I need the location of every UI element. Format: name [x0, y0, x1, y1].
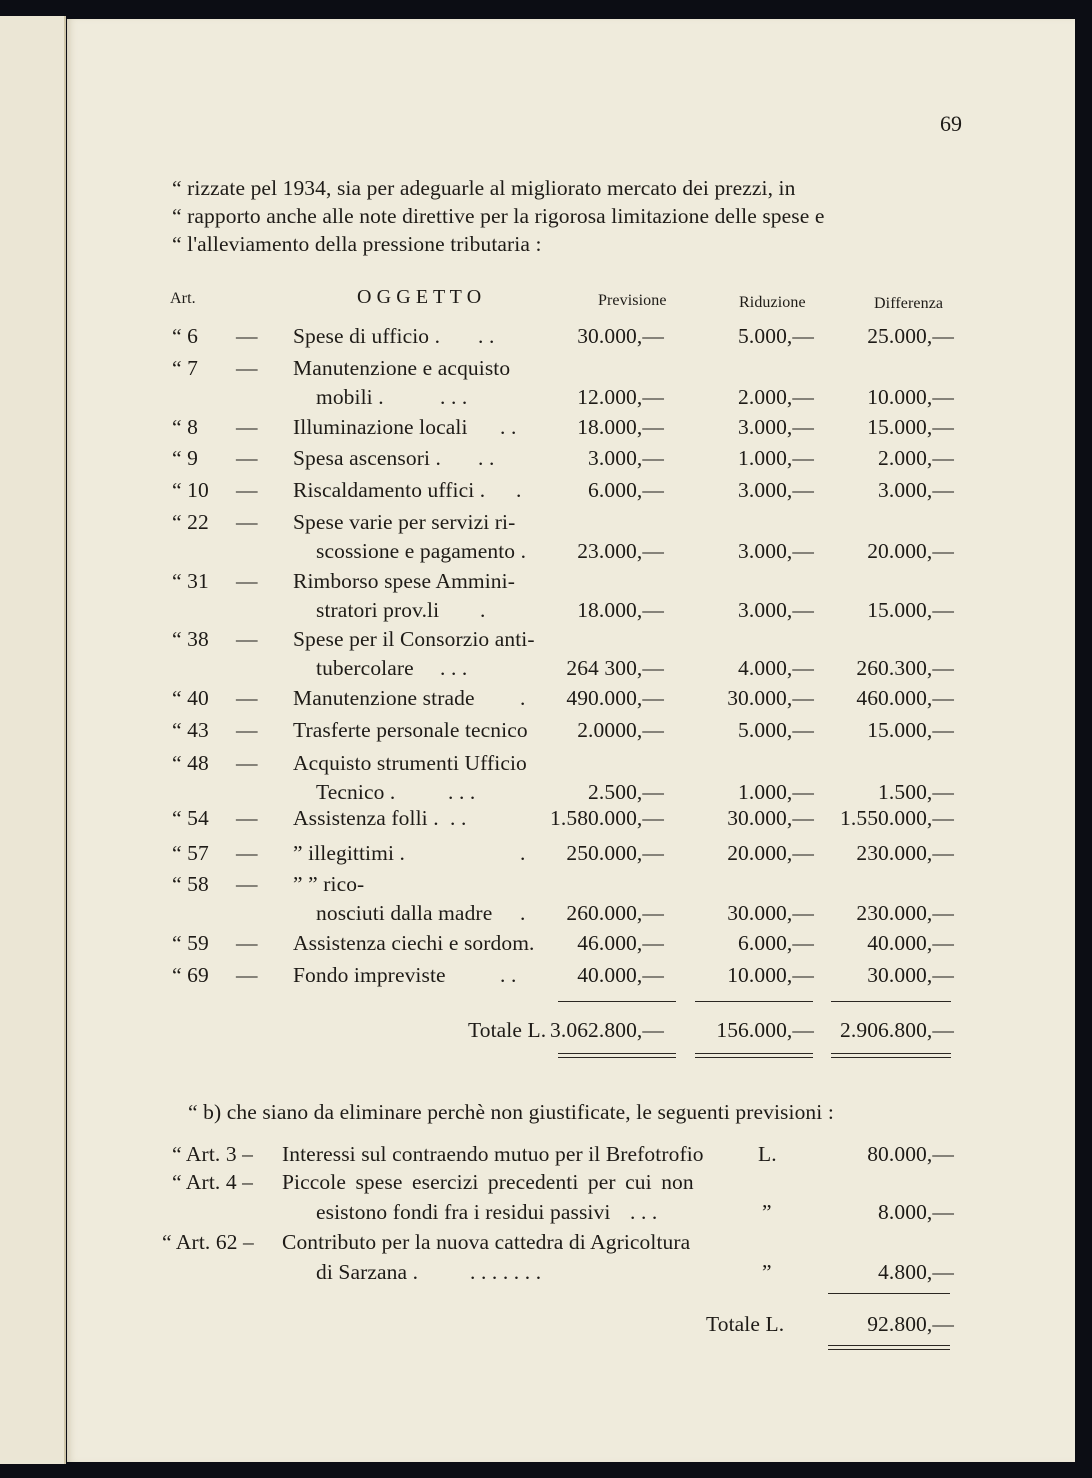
- row-dash: —: [236, 356, 258, 380]
- intro-line-1: “ rizzate pel 1934, sia per adeguarle al migliorato mercato dei prezzi, in: [172, 176, 796, 200]
- row-description: Spesa ascensori .: [293, 446, 441, 470]
- row-leader-dots: .: [520, 901, 526, 925]
- item-art-4-dots: . . .: [630, 1200, 658, 1224]
- row-description-cont: scossione e pagamento .: [316, 539, 527, 563]
- row-riduzione: 30.000,—: [727, 686, 814, 710]
- row-description: Manutenzione strade: [293, 686, 475, 710]
- row-differenza: 15.000,—: [867, 598, 954, 622]
- item-art-4: “ Art. 4 –: [172, 1170, 254, 1194]
- intro-line-2: “ rapporto anche alle note direttive per la rigorosa limitazione delle spese e: [172, 204, 825, 228]
- row-art: “ 57: [172, 841, 209, 865]
- row-leader-dots: . .: [450, 806, 467, 830]
- row-description: Acquisto strumenti Ufficio: [293, 751, 527, 775]
- row-riduzione: 1.000,—: [738, 780, 814, 804]
- subtotal-rule-riduzione: [695, 1001, 813, 1002]
- item-art-4-desc-1: Piccole spese esercizi precedenti per cui non: [282, 1170, 694, 1194]
- header-previsione: Previsione: [598, 292, 667, 309]
- row-description: Rimborso spese Ammini-: [293, 569, 515, 593]
- header-oggetto: O G G E T T O: [357, 286, 482, 308]
- row-previsione: 30.000,—: [577, 324, 664, 348]
- row-previsione: 6.000,—: [588, 478, 664, 502]
- subtotal-rule-differenza: [831, 1001, 951, 1002]
- row-description: ” illegittimi .: [293, 841, 405, 865]
- row-leader-dots: . . .: [448, 780, 476, 804]
- row-leader-dots: . .: [500, 415, 517, 439]
- row-previsione: 46.000,—: [577, 931, 664, 955]
- item-art-62-amount: 4.800,—: [878, 1260, 954, 1284]
- row-differenza: 230.000,—: [856, 841, 954, 865]
- row-description: Riscaldamento uffici .: [293, 478, 486, 502]
- row-riduzione: 5.000,—: [738, 324, 814, 348]
- row-dash: —: [236, 415, 258, 439]
- row-leader-dots: .: [520, 841, 526, 865]
- row-art: “ 6: [172, 324, 198, 348]
- row-art: “ 58: [172, 872, 209, 896]
- row-art: “ 43: [172, 718, 209, 742]
- total-riduzione: 156.000,—: [716, 1018, 814, 1042]
- row-differenza: 460.000,—: [856, 686, 954, 710]
- row-dash: —: [236, 963, 258, 987]
- row-description-cont: mobili .: [316, 385, 384, 409]
- facing-page-edge: [0, 16, 66, 1464]
- row-art: “ 48: [172, 751, 209, 775]
- item-art-3: “ Art. 3 –: [172, 1142, 254, 1166]
- total-rule-differenza: [831, 1053, 951, 1058]
- row-leader-dots: . .: [500, 963, 517, 987]
- total-rule-previsione: [558, 1053, 676, 1058]
- item-art-4-amount: 8.000,—: [878, 1200, 954, 1224]
- row-leader-dots: . .: [478, 446, 495, 470]
- row-riduzione: 5.000,—: [738, 718, 814, 742]
- row-description-cont: stratori prov.li: [316, 598, 440, 622]
- row-riduzione: 3.000,—: [738, 415, 814, 439]
- row-dash: —: [236, 510, 258, 534]
- row-art: “ 59: [172, 931, 209, 955]
- row-riduzione: 3.000,—: [738, 539, 814, 563]
- row-riduzione: 1.000,—: [738, 446, 814, 470]
- row-leader-dots: . . .: [440, 385, 468, 409]
- row-dash: —: [236, 718, 258, 742]
- row-previsione: 40.000,—: [577, 963, 664, 987]
- section-b-subtotal-rule: [828, 1293, 950, 1294]
- row-description: Spese di ufficio .: [293, 324, 441, 348]
- row-art: “ 69: [172, 963, 209, 987]
- row-leader-dots: .: [480, 598, 486, 622]
- row-dash: —: [236, 806, 258, 830]
- total-label: Totale L.: [468, 1018, 547, 1042]
- item-art-4-desc-2: esistono fondi fra i residui passivi: [316, 1200, 611, 1224]
- row-previsione: 250.000,—: [566, 841, 664, 865]
- row-dash: —: [236, 569, 258, 593]
- item-art-62-unit: ”: [762, 1260, 772, 1284]
- section-b-total-amount: 92.800,—: [867, 1312, 954, 1336]
- item-art-3-desc: Interessi sul contraendo mutuo per il Brefotrofio: [282, 1142, 704, 1166]
- row-differenza: 10.000,—: [867, 385, 954, 409]
- row-art: “ 40: [172, 686, 209, 710]
- row-differenza: 20.000,—: [867, 539, 954, 563]
- subtotal-rule-previsione: [558, 1001, 676, 1002]
- item-art-62-desc-1: Contributo per la nuova cattedra di Agricoltura: [282, 1230, 691, 1254]
- row-leader-dots: . . .: [440, 656, 468, 680]
- row-dash: —: [236, 931, 258, 955]
- row-dash: —: [236, 446, 258, 470]
- row-description: Fondo impreviste: [293, 963, 446, 987]
- row-art: “ 7: [172, 356, 198, 380]
- row-description: Trasferte personale tecnico: [293, 718, 528, 742]
- row-differenza: 30.000,—: [867, 963, 954, 987]
- row-differenza: 15.000,—: [867, 415, 954, 439]
- row-dash: —: [236, 324, 258, 348]
- header-differenza: Differenza: [874, 295, 944, 312]
- item-art-4-unit: ”: [762, 1200, 772, 1224]
- row-dash: —: [236, 627, 258, 651]
- row-differenza: 15.000,—: [867, 718, 954, 742]
- item-art-62-dots: . . . . . . .: [470, 1260, 542, 1284]
- row-riduzione: 3.000,—: [738, 478, 814, 502]
- row-dash: —: [236, 841, 258, 865]
- row-riduzione: 20.000,—: [727, 841, 814, 865]
- total-rule-riduzione: [695, 1053, 813, 1058]
- row-riduzione: 6.000,—: [738, 931, 814, 955]
- row-description-cont: nosciuti dalla madre: [316, 901, 493, 925]
- row-previsione: 2.500,—: [588, 780, 664, 804]
- row-description: Spese varie per servizi ri-: [293, 510, 516, 534]
- header-riduzione: Riduzione: [739, 294, 806, 311]
- row-differenza: 25.000,—: [867, 324, 954, 348]
- row-previsione: 3.000,—: [588, 446, 664, 470]
- item-art-3-unit: L.: [758, 1142, 777, 1166]
- row-art: “ 31: [172, 569, 209, 593]
- row-dash: —: [236, 751, 258, 775]
- row-differenza: 1.550.000,—: [840, 806, 954, 830]
- row-riduzione: 30.000,—: [727, 806, 814, 830]
- page-number: 69: [940, 111, 962, 136]
- row-leader-dots: .: [520, 686, 526, 710]
- row-description: Assistenza ciechi e sordom.: [293, 931, 535, 955]
- row-differenza: 1.500,—: [878, 780, 954, 804]
- row-differenza: 260.300,—: [856, 656, 954, 680]
- row-dash: —: [236, 478, 258, 502]
- row-art: “ 8: [172, 415, 198, 439]
- row-differenza: 40.000,—: [867, 931, 954, 955]
- item-art-3-amount: 80.000,—: [867, 1142, 954, 1166]
- row-previsione: 18.000,—: [577, 415, 664, 439]
- row-riduzione: 3.000,—: [738, 598, 814, 622]
- total-differenza: 2.906.800,—: [840, 1018, 954, 1042]
- row-differenza: 3.000,—: [878, 478, 954, 502]
- row-dash: —: [236, 686, 258, 710]
- row-previsione: 2.0000,—: [577, 718, 664, 742]
- row-leader-dots: .: [516, 478, 522, 502]
- row-art: “ 10: [172, 478, 209, 502]
- row-riduzione: 10.000,—: [727, 963, 814, 987]
- row-description: Spese per il Consorzio anti-: [293, 627, 535, 651]
- row-art: “ 38: [172, 627, 209, 651]
- header-art: Art.: [170, 290, 196, 307]
- item-art-62: “ Art. 62 –: [162, 1230, 254, 1254]
- total-previsione: 3.062.800,—: [550, 1018, 664, 1042]
- row-riduzione: 30.000,—: [727, 901, 814, 925]
- section-b-total-label: Totale L.: [706, 1312, 785, 1336]
- row-riduzione: 2.000,—: [738, 385, 814, 409]
- item-art-62-desc-2: di Sarzana .: [316, 1260, 419, 1284]
- row-previsione: 264 300,—: [566, 656, 664, 680]
- row-leader-dots: . .: [478, 324, 495, 348]
- row-previsione: 260.000,—: [566, 901, 664, 925]
- row-riduzione: 4.000,—: [738, 656, 814, 680]
- row-previsione: 23.000,—: [577, 539, 664, 563]
- row-previsione: 12.000,—: [577, 385, 664, 409]
- row-description-cont: tubercolare: [316, 656, 414, 680]
- row-previsione: 490.000,—: [566, 686, 664, 710]
- intro-line-3: “ l'alleviamento della pressione tributaria :: [172, 232, 542, 256]
- row-previsione: 1.580.000,—: [550, 806, 664, 830]
- row-dash: —: [236, 872, 258, 896]
- row-art: “ 54: [172, 806, 209, 830]
- row-art: “ 22: [172, 510, 209, 534]
- row-description: ” ” rico-: [293, 872, 365, 896]
- row-differenza: 2.000,—: [878, 446, 954, 470]
- row-description: Illuminazione locali: [293, 415, 468, 439]
- row-differenza: 230.000,—: [856, 901, 954, 925]
- section-b-total-rule: [828, 1345, 950, 1350]
- row-previsione: 18.000,—: [577, 598, 664, 622]
- row-description: Manutenzione e acquisto: [293, 356, 511, 380]
- section-b-intro: “ b) che siano da eliminare perchè non giustificate, le seguenti previsioni :: [188, 1100, 834, 1124]
- row-description: Assistenza folli .: [293, 806, 439, 830]
- row-art: “ 9: [172, 446, 198, 470]
- row-description-cont: Tecnico .: [316, 780, 396, 804]
